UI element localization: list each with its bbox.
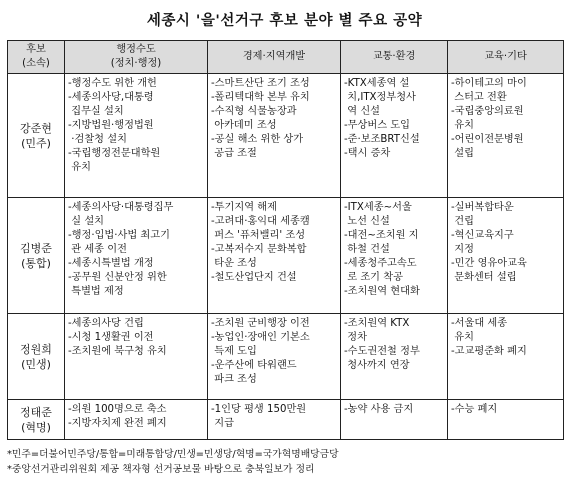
pledge-cell-administration bbox=[65, 198, 208, 314]
pledge-item: -세종의사당 건립 bbox=[68, 318, 144, 329]
header-candidate: 후보 (소속) bbox=[8, 41, 65, 74]
pledge-item: -ITX세종~서울 노선 신설 bbox=[344, 202, 412, 227]
pledge-cell-education bbox=[448, 198, 564, 314]
pledge-item: -세종의사당,대통령 집무실 설치 bbox=[68, 92, 154, 117]
pledge-item: -고려대·홍익대 세종캠 퍼스 '퓨처밸리' 조성 bbox=[211, 216, 310, 241]
pledge-cell-education bbox=[448, 314, 564, 400]
pledge-cell-economy bbox=[208, 198, 341, 314]
candidate-name: 강준현 bbox=[20, 121, 52, 135]
pledge-cell-administration bbox=[65, 314, 208, 400]
table-row bbox=[8, 400, 564, 440]
pledge-item: -조치원 군비행장 이전 bbox=[211, 318, 310, 329]
header-administration: 행정수도 (정치·행정) bbox=[65, 41, 208, 74]
pledge-item: -택시 증차 bbox=[344, 148, 391, 159]
pledge-item: -국립중앙의료원 유치 bbox=[451, 106, 524, 131]
pledge-item: -지방법원·행정법원 ·검찰청 설치 bbox=[68, 120, 154, 145]
pledge-item: -조치원역 현대화 bbox=[344, 286, 420, 297]
pledge-cell-economy bbox=[208, 74, 341, 198]
pledge-cell-economy bbox=[208, 314, 341, 400]
pledge-item: -대전~조치원 지 하철 건설 bbox=[344, 230, 419, 255]
pledge-cell-administration bbox=[65, 400, 208, 440]
pledge-item: -철도산업단지 건설 bbox=[211, 272, 297, 283]
candidate-name: 정태준 bbox=[20, 405, 52, 419]
candidate-party: (민주) bbox=[21, 136, 51, 150]
candidate-party: (혁명) bbox=[21, 420, 51, 434]
pledge-item: -수직형 식물농장과 아카데미 조성 bbox=[211, 106, 297, 131]
pledge-item: -행정수도 위한 개헌 bbox=[68, 78, 157, 89]
pledge-item: -조치원에 북구청 유치 bbox=[68, 346, 167, 357]
pledge-item: -고복저수지 문화복합 타운 조성 bbox=[211, 244, 307, 269]
pledge-item: -농약 사용 금지 bbox=[344, 404, 414, 415]
pledge-table bbox=[7, 40, 564, 440]
pledge-item: -1인당 평생 150만원 지급 bbox=[211, 404, 307, 429]
page-title: 세종시 '을'선거구 후보 분야 별 주요 공약 bbox=[146, 13, 423, 29]
pledge-cell-administration bbox=[65, 74, 208, 198]
pledge-item: -투기지역 해제 bbox=[211, 202, 277, 213]
pledge-cell-transport bbox=[341, 74, 448, 198]
candidate-name: 김병준 bbox=[20, 241, 52, 255]
candidate-cell bbox=[8, 198, 65, 314]
pledge-item: -농업인·장애인 기본소 득제 도입 bbox=[211, 332, 310, 357]
candidate-cell bbox=[8, 400, 65, 440]
candidate-cell bbox=[8, 314, 65, 400]
candidate-name: 정원희 bbox=[20, 342, 52, 356]
table-row bbox=[8, 198, 564, 314]
pledge-cell-transport bbox=[341, 198, 448, 314]
pledge-cell-transport bbox=[341, 314, 448, 400]
pledge-item: -폴리텍대학 본부 유치 bbox=[211, 92, 310, 103]
header-economy: 경제·지역개발 bbox=[208, 41, 341, 74]
pledge-item: -공실 해소 위한 상가 공급 조절 bbox=[211, 134, 304, 159]
candidate-cell bbox=[8, 74, 65, 198]
pledge-item: -어린이전문병원 설립 bbox=[451, 134, 524, 159]
pledge-item: -공무원 신분안정 위한 특별법 제정 bbox=[68, 272, 167, 297]
pledge-item: -민간 영유아교육 문화센터 설립 bbox=[451, 258, 527, 283]
table-row bbox=[8, 314, 564, 400]
pledge-item: -의원 100명으로 축소 bbox=[68, 404, 167, 415]
footnotes bbox=[7, 447, 339, 477]
pledge-item: -지방자치제 완전 폐지 bbox=[68, 418, 167, 429]
header-transport: 교통·환경 bbox=[341, 41, 448, 74]
pledge-item: -세종시특별법 개정 bbox=[68, 258, 154, 269]
pledge-item: -수능 폐지 bbox=[451, 404, 498, 415]
candidate-party: (통합) bbox=[21, 256, 51, 270]
pledge-cell-transport bbox=[341, 400, 448, 440]
pledge-item: -운주산에 타워랜드 파크 조성 bbox=[211, 360, 297, 385]
candidate-party: (민생) bbox=[21, 357, 51, 371]
pledge-item: -스마트산단 조기 조성 bbox=[211, 78, 310, 89]
pledge-item: -KTX세종역 설 치,ITX정부청사 역 신설 bbox=[344, 78, 416, 117]
pledge-cell-economy bbox=[208, 400, 341, 440]
header-education: 교육·기타 bbox=[448, 41, 564, 74]
pledge-item: -조치원역 KTX 정차 bbox=[344, 318, 410, 343]
pledge-item: -행정·입법·사법 최고기 관 세종 이전 bbox=[68, 230, 170, 255]
pledge-cell-education bbox=[448, 400, 564, 440]
pledge-item: -하이테고의 마이 스터고 전환 bbox=[451, 78, 527, 103]
pledge-item: -준·보조BRT신설 bbox=[344, 134, 420, 145]
pledge-item: -시청 1생활권 이전 bbox=[68, 332, 154, 343]
pledge-item: -무상버스 도입 bbox=[344, 120, 410, 131]
pledge-cell-education bbox=[448, 74, 564, 198]
table-row bbox=[8, 74, 564, 198]
pledge-item: -혁신교육지구 지정 bbox=[451, 230, 514, 255]
footnote-party-legend: *민주=더불어민주당/통합=미래통합당/민생=민생당/혁명=국가혁명배당금당 bbox=[7, 449, 339, 460]
pledge-item: -세종청주고속도 로 조기 착공 bbox=[344, 258, 417, 283]
pledge-item: -서울대 세종 유치 bbox=[451, 318, 508, 343]
pledge-item: -수도권전철 정부 청사까지 연장 bbox=[344, 346, 420, 371]
pledge-item: -실버복합타운 건립 bbox=[451, 202, 514, 227]
header-row bbox=[8, 41, 564, 74]
footnote-source: *중앙선거관리위원회 제공 책자형 선거공보물 바탕으로 충북일보가 정리 bbox=[7, 464, 315, 475]
pledge-item: -세종의사당·대통령집무 실 설치 bbox=[68, 202, 174, 227]
pledge-item: -국립행정전문대학원 유치 bbox=[68, 148, 161, 173]
pledge-item: -고교평준화 폐지 bbox=[451, 346, 527, 357]
